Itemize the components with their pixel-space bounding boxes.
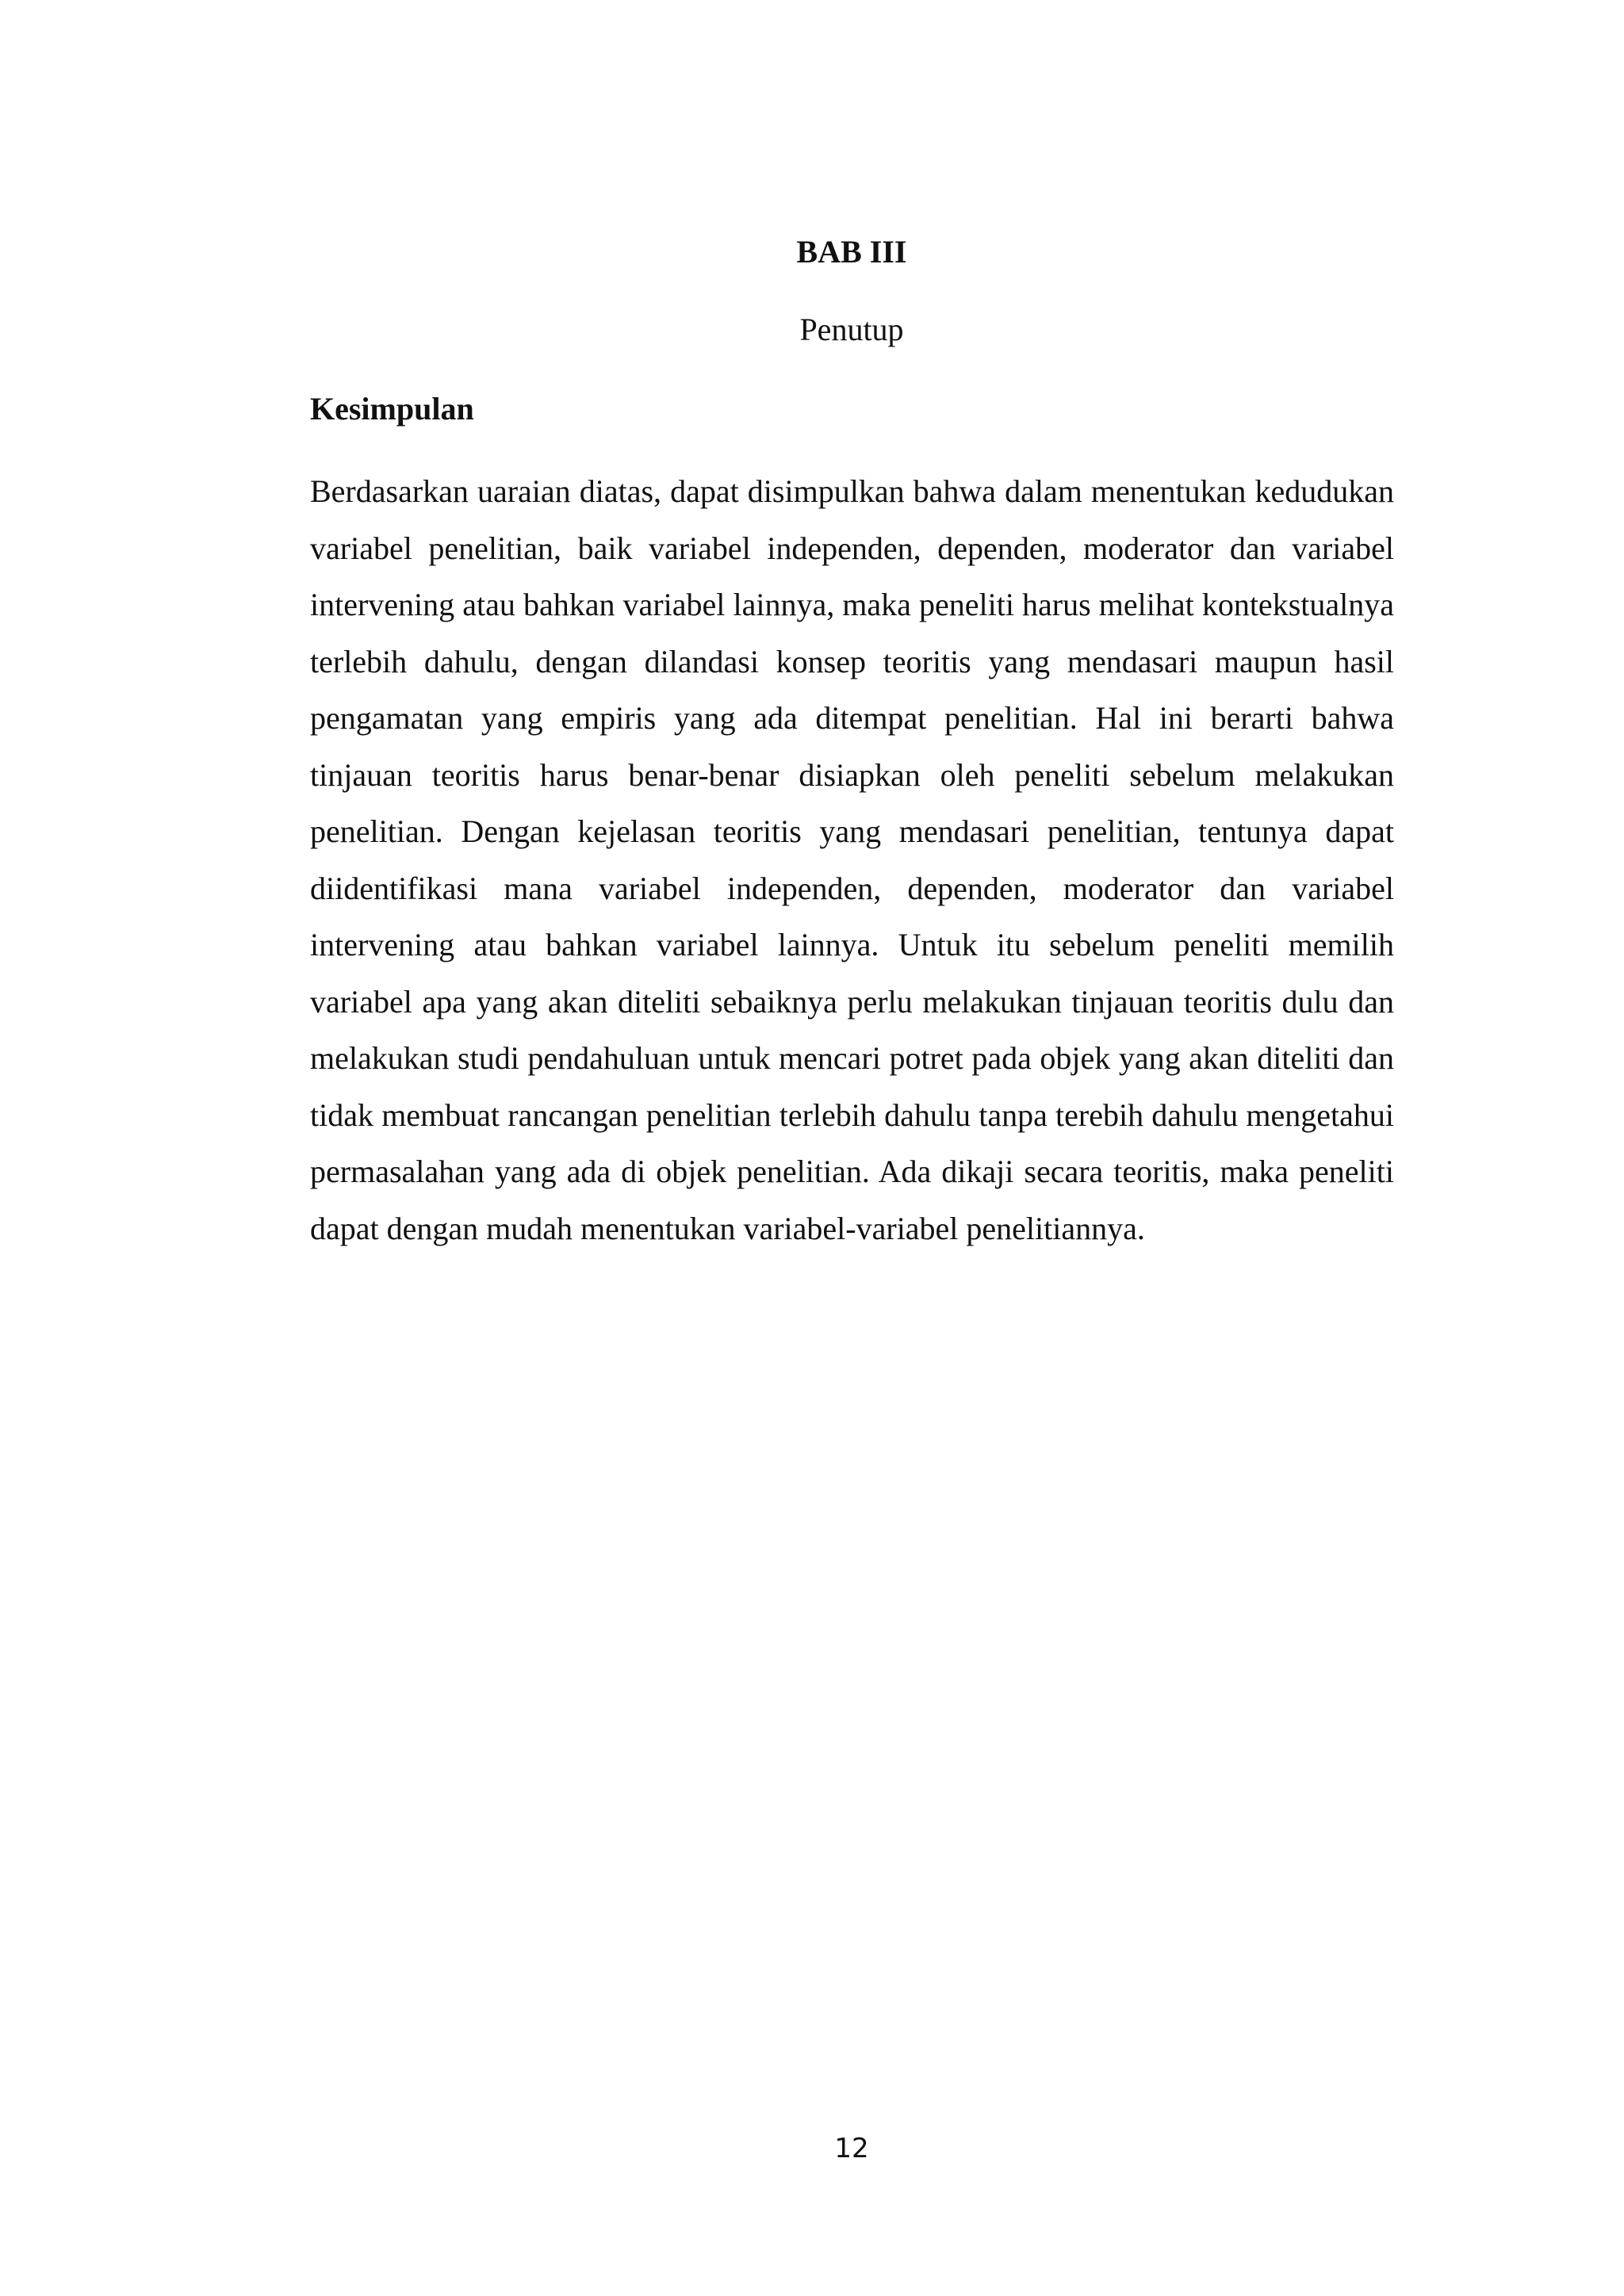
conclusion-paragraph: Berdasarkan uaraian diatas, dapat disimpulkan bahwa dalam menentukan kedudukan variabel penelitian, baik variabel independen, dependen, moderator dan variabel intervening atau bahkan variabel lainnya, maka peneliti harus melihat kontekstualnya terlebih dahulu, dengan dilandasi konsep teoritis yang mendasari maupun hasil pengamatan yang empiris yang ada ditempat penelitian. Hal ini berarti bahwa tinjauan teoritis harus benar-benar disiapkan oleh peneliti sebelum melakukan penelitian. Dengan kejelasan teoritis yang mendasari penelitian, tentunya dapat diidentifikasi mana variabel independen, dependen, moderator dan variabel intervening atau bahkan variabel lainnya. Untuk itu sebelum peneliti memilih variabel apa yang akan diteliti sebaiknya perlu melakukan tinjauan teoritis dulu dan melakukan studi pendahuluan untuk mencari potret pada objek yang akan diteliti dan tidak membuat rancangan penelitian terlebih dahulu tanpa terebih dahulu mengetahui permasalahan yang ada di objek penelitian. Ada dikaji secara teoritis, maka peneliti dapat dengan mudah menentukan variabel-variabel penelitiannya. <box>310 473 1394 1246</box>
chapter-subtitle: Penutup <box>799 312 904 347</box>
section-heading: Kesimpulan <box>310 391 474 427</box>
page-number: 12 <box>834 2133 869 2164</box>
chapter-title: BAB III <box>796 234 907 270</box>
